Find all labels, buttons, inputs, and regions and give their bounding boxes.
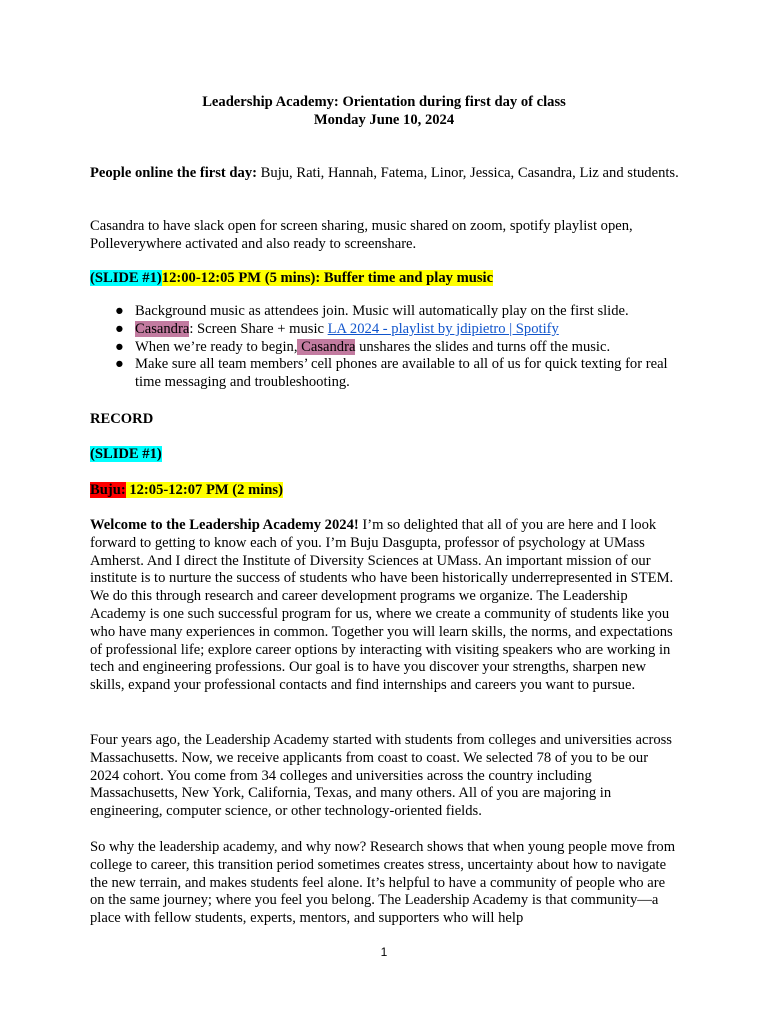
bullet-text: When we’re ready to begin, <box>135 338 298 355</box>
buju-time: 12:05-12:07 PM (2 mins) <box>125 482 283 498</box>
bullet-text: Background music as attendees join. Music will automatically play on the first slide. <box>135 303 629 319</box>
people-online-paragraph <box>90 165 680 183</box>
why-paragraph: So why the leadership academy, and why now? Research shows that when young people move from college to career, this transition period sometimes creates stress, uncertainty about how to navigate the new terrain, and makes students feel alone. It’s helpful to have a community of people who are on the same journey; where you feel you belong. The Leadership Academy is that community—a place with fellow students, experts, mentors, and supporters who will help <box>90 839 676 927</box>
welcome-bold: Welcome to the Leadership Academy 2024! <box>90 517 359 533</box>
welcome-paragraph <box>90 517 680 695</box>
list-item <box>90 356 680 392</box>
slide1-time: 12:00-12:05 PM (5 mins): Buffer time and play music <box>161 270 494 286</box>
slide1-label: (SLIDE #1) <box>90 270 162 286</box>
casandra-mention: Casandra <box>135 320 190 337</box>
slide1-repeat-heading <box>90 446 680 464</box>
title-line-1: Leadership Academy: Orientation during first day of class <box>202 94 566 110</box>
bullet-icon: ● <box>115 320 124 337</box>
slide1-bullet-list <box>90 303 680 392</box>
list-item <box>90 339 680 357</box>
bullet-icon: ● <box>115 303 124 319</box>
welcome-text: I’m so delighted that all of you are here and I look forward to getting to know each of you. I’m Buju Dasgupta, professor of psychology at UMass Amherst. And I direct the Institute of Diversity Sciences at UMass. An important mission of our institute is to nurture the success of students who have been historically underrepresented in STEM. We do this through research and career development programs we organize. The Leadership Academy is one such successful program for us, where we create a community of students like you who have many experiences in common. Together you will learn skills, the norms, and expectations of professional life; explore career options by interacting with visiting speakers who are working in tech and engineering professions. Our goal is to have you discover your strengths, sharpen new skills, expand your professional contacts and find internships and careers you want to pursue. <box>90 517 674 694</box>
bullet-text: : Screen Share + music <box>189 320 328 337</box>
bullet-text: Make sure all team members’ cell phones are available to all of us for quick texting for real time messaging and troubleshooting. <box>135 356 668 391</box>
slide1-heading <box>90 270 680 288</box>
bullet-text: unshares the slides and turns off the music. <box>355 338 611 355</box>
setup-paragraph: Casandra to have slack open for screen sharing, music shared on zoom, spotify playlist open, Polleverywhere activated and also ready to screenshare. <box>90 218 633 252</box>
spotify-playlist-link[interactable]: LA 2024 - playlist by jdipietro | Spotify <box>327 320 559 337</box>
title-line-2: Monday June 10, 2024 <box>313 111 455 128</box>
buju-heading <box>90 482 680 500</box>
document-title <box>90 94 678 130</box>
list-item <box>90 321 680 339</box>
record-heading: RECORD <box>90 411 154 427</box>
list-item <box>90 303 680 321</box>
bullet-icon: ● <box>115 356 124 373</box>
buju-name: Buju: <box>90 482 126 498</box>
casandra-mention: Casandra <box>297 338 356 355</box>
page-number: 1 <box>380 945 388 959</box>
people-online-label: People online the first day: <box>90 165 258 181</box>
slide1-repeat-label: (SLIDE #1) <box>90 446 162 462</box>
people-online-names: Buju, Rati, Hannah, Fatema, Linor, Jessica, Casandra, Liz and students. <box>257 165 679 181</box>
bullet-icon: ● <box>115 338 124 355</box>
history-paragraph: Four years ago, the Leadership Academy started with students from colleges and universities across Massachusetts. Now, we receive applicants from coast to coast. We selected 78 of you to be our 2024 cohort. You come from 34 colleges and universities across the country including Massachusetts, New York, California, Texas, and many others. All of you are majoring in engineering, computer science, or other technology-oriented fields. <box>90 732 672 820</box>
